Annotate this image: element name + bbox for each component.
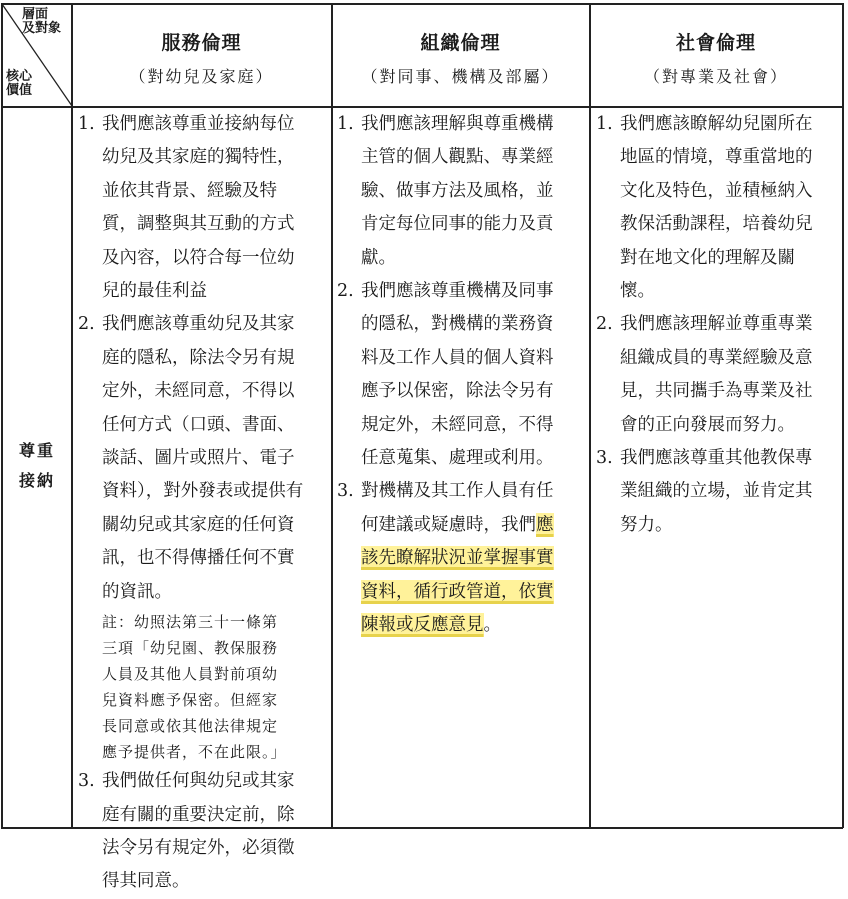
- item-number: 3.: [78, 771, 95, 792]
- header-organization-ethics-subtitle: （對同事、機構及部屬）: [361, 67, 560, 86]
- corner-bottom-label: 核心 價值: [6, 69, 33, 98]
- line: 獻。: [361, 247, 396, 268]
- table-right-border: [842, 3, 844, 828]
- social-item-1: [596, 108, 842, 308]
- note-line: 註：幼照法第三十一條第: [102, 613, 279, 632]
- organization-item-3: [337, 475, 587, 642]
- table-top-border: [1, 3, 843, 5]
- line: [361, 609, 587, 642]
- note-line: 應予提供者，不在此限。」: [102, 743, 287, 762]
- organization-item-1: [337, 108, 587, 275]
- note-line: 長同意或依其他法律規定: [102, 717, 279, 736]
- line: 懷。: [620, 281, 655, 302]
- line: 會的正向發展而努力。: [620, 414, 795, 435]
- line: 我們應該理解與尊重機構: [361, 114, 554, 134]
- line: 應予以保密，除法令另有: [361, 381, 554, 402]
- line: 並依其背景、經驗及特: [102, 180, 277, 201]
- col-service-ethics: [78, 108, 330, 899]
- social-item-2: [596, 308, 842, 442]
- line: 地區的情境，尊重當地的: [620, 147, 813, 168]
- line: 得其同意。: [102, 871, 190, 892]
- line: 任何方式（口頭、書面、: [102, 414, 295, 435]
- item-number: 2.: [596, 314, 613, 335]
- line: 質，調整與其互動的方式: [102, 214, 295, 235]
- line: 幼兒及其家庭的獨特性，: [102, 147, 295, 168]
- header-social-ethics-subtitle: （對專業及社會）: [643, 67, 788, 86]
- col-divider-2: [331, 3, 333, 828]
- line: 庭有關的重要決定前，除: [102, 804, 295, 825]
- item-number: 2.: [337, 281, 354, 302]
- line: 文化及特色，並積極納入: [620, 180, 813, 201]
- item-number: 2.: [78, 314, 95, 335]
- note-line: 三項「幼兒園、教保服務: [102, 639, 279, 658]
- line: 我們應該尊重其他教保專: [620, 448, 813, 469]
- line: 庭的隱私，除法令另有規: [102, 347, 295, 368]
- item-number: 3.: [596, 448, 613, 469]
- line-end: 。: [483, 615, 501, 636]
- line: 資料），對外發表或提供有: [102, 481, 304, 502]
- line: 我們應該尊重並接納每位: [102, 114, 295, 134]
- line: 規定外，未經同意，不得: [361, 414, 554, 435]
- line: 關幼兒或其家庭的任何資: [102, 514, 295, 535]
- row-label-respect-acceptance: 尊重 接納: [18, 441, 55, 490]
- line: 兒的最佳利益: [102, 281, 207, 302]
- note-line: 兒資料應予保密。但經家: [102, 691, 279, 710]
- line: 定外，未經同意，不得以: [102, 381, 295, 402]
- highlighted-text: 陳報或反應意見: [361, 615, 484, 636]
- line: 主管的個人觀點、專業經: [361, 147, 554, 168]
- line: 料及工作人員的個人資料: [361, 347, 554, 368]
- col-divider-1: [71, 3, 73, 828]
- col-organization-ethics: [337, 108, 587, 643]
- line: 我們應該理解並尊重專業: [620, 314, 813, 335]
- service-legal-note: [78, 609, 330, 765]
- service-item-2: [78, 308, 330, 609]
- line-text: 何建議或疑慮時，我們: [361, 514, 536, 535]
- line: 努力。: [620, 514, 673, 535]
- note-line: 人員及其他人員對前項幼: [102, 665, 279, 684]
- service-item-1: [78, 108, 330, 308]
- header-social-ethics-title: 社會倫理: [675, 32, 756, 54]
- item-number: 1.: [337, 114, 354, 134]
- header-service-ethics-title: 服務倫理: [161, 32, 242, 54]
- header-organization-ethics-title: 組織倫理: [420, 32, 501, 54]
- line: 任意蒐集、處理或利用。: [361, 448, 554, 469]
- item-number: 3.: [337, 481, 354, 502]
- line: 我們應該尊重幼兒及其家: [102, 314, 295, 335]
- line: 法令另有規定外，必須徵: [102, 837, 295, 858]
- header-service-ethics-subtitle: （對幼兒及家庭）: [129, 67, 274, 86]
- line: [361, 509, 587, 542]
- col-social-ethics: [596, 108, 842, 542]
- line: 我們應該尊重機構及同事: [361, 281, 554, 302]
- line: 及內容，以符合每一位幼: [102, 247, 295, 268]
- organization-item-2: [337, 275, 587, 475]
- corner-top-label: 層面 及對象: [22, 7, 62, 36]
- line: 訊，也不得傳播任何不實: [102, 548, 295, 569]
- line: 對機構及其工作人員有任: [361, 481, 554, 502]
- line: 業組織的立場，並肯定其: [620, 481, 813, 502]
- line: 的隱私，對機構的業務資: [361, 314, 554, 335]
- line: [361, 542, 587, 575]
- line: [361, 576, 587, 609]
- line: 談話、圖片或照片、電子: [102, 448, 295, 469]
- line: 驗、做事方法及風格，並: [361, 180, 554, 201]
- service-item-3: [78, 765, 330, 899]
- line: 的資訊。: [102, 581, 172, 602]
- highlighted-text: 資料，循行政管道，依實: [361, 581, 554, 602]
- line: 肯定每位同事的能力及貢: [361, 214, 554, 235]
- item-number: 1.: [596, 114, 613, 134]
- table-left-border: [1, 3, 3, 828]
- highlighted-text: 應: [536, 514, 554, 535]
- social-item-3: [596, 442, 842, 542]
- item-number: 1.: [78, 114, 95, 134]
- line: 我們做任何與幼兒或其家: [102, 771, 295, 792]
- line: 我們應該瞭解幼兒園所在: [620, 114, 813, 134]
- highlighted-text: 該先瞭解狀況並掌握事實: [361, 548, 554, 569]
- line: 見，共同攜手為專業及社: [620, 381, 813, 402]
- line: 教保活動課程，培養幼兒: [620, 214, 813, 235]
- line: 組織成員的專業經驗及意: [620, 347, 813, 368]
- col-divider-3: [589, 3, 591, 828]
- line: 對在地文化的理解及關: [620, 247, 795, 268]
